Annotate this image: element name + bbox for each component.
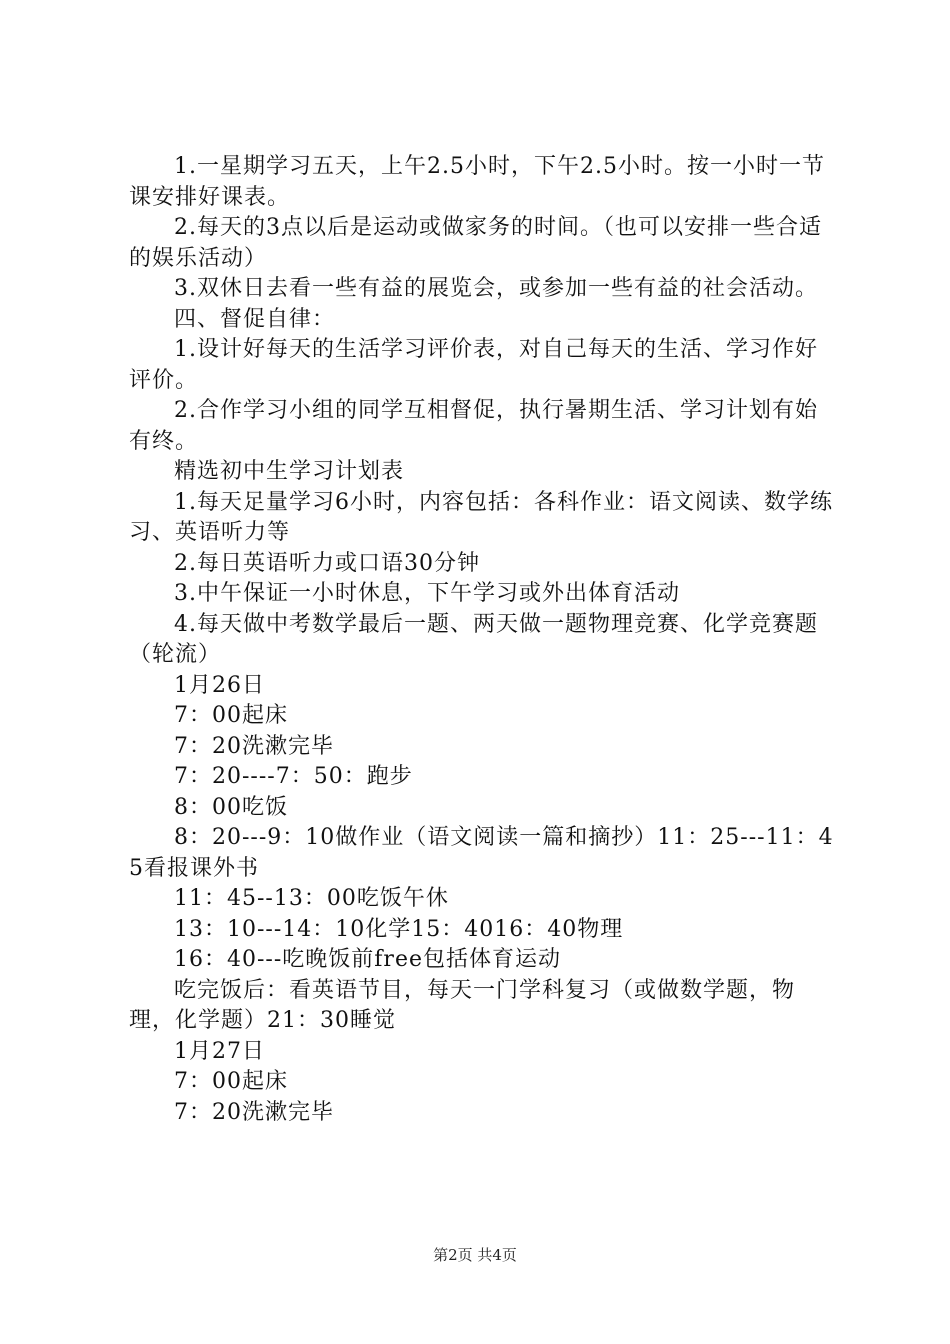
schedule-item: 16：40---吃晚饭前free包括体育运动 [174, 947, 561, 972]
schedule-item: 8：00吃饭 [174, 794, 288, 820]
schedule-item: 7：00起床 [174, 1069, 288, 1094]
paragraph: 3.双休日去看一些有益的展览会，或参加一些有益的社会活动。 [174, 276, 818, 301]
paragraph: 2.每天的3点以后是运动或做家务的时间。（也可以安排一些合适的娱乐活动） [129, 215, 822, 271]
paragraph: 1.每天足量学习6小时，内容包括：各科作业：语文阅读、数学练习、英语听力等 [129, 489, 833, 545]
schedule-item: 13：10---14：10化学15：4016：40物理 [174, 916, 624, 942]
section-title: 精选初中生学习计划表 [174, 459, 405, 484]
paragraph: 2.每日英语听力或口语30分钟 [174, 550, 480, 576]
section-heading: 四、督促自律： [174, 306, 336, 332]
paragraph: 1.一星期学习五天，上午2.5小时，下午2.5小时。按一小时一节课安排好课表。 [129, 154, 825, 210]
schedule-item: 7：00起床 [174, 703, 288, 728]
document-body [129, 152, 835, 1128]
schedule-item: 7：20----7：50：跑步 [174, 764, 413, 789]
paragraph: 2.合作学习小组的同学互相督促，执行暑期生活、学习计划有始有终。 [129, 398, 818, 454]
date-heading: 1月27日 [174, 1038, 265, 1064]
schedule-item: 吃完饭后：看英语节目，每天一门学科复习（或做数学题，物理，化学题）21：30睡觉 [129, 977, 796, 1033]
schedule-item: 7：20洗漱完毕 [174, 733, 334, 759]
schedule-item: 7：20洗漱完毕 [174, 1099, 334, 1125]
date-heading: 1月26日 [174, 672, 265, 698]
paragraph: 1.设计好每天的生活学习评价表，对自己每天的生活、学习作好评价。 [129, 337, 818, 393]
schedule-item: 11：45--13：00吃饭午休 [174, 886, 449, 911]
paragraph: 3.中午保证一小时休息，下午学习或外出体育活动 [174, 581, 680, 606]
schedule-item: 8：20---9：10做作业（语文阅读一篇和摘抄）11：25---11：45看报课外书 [129, 825, 834, 881]
paragraph: 4.每天做中考数学最后一题、两天做一题物理竞赛、化学竞赛题（轮流） [129, 611, 818, 667]
page-number: 第2页 共4页 [433, 1246, 517, 1264]
